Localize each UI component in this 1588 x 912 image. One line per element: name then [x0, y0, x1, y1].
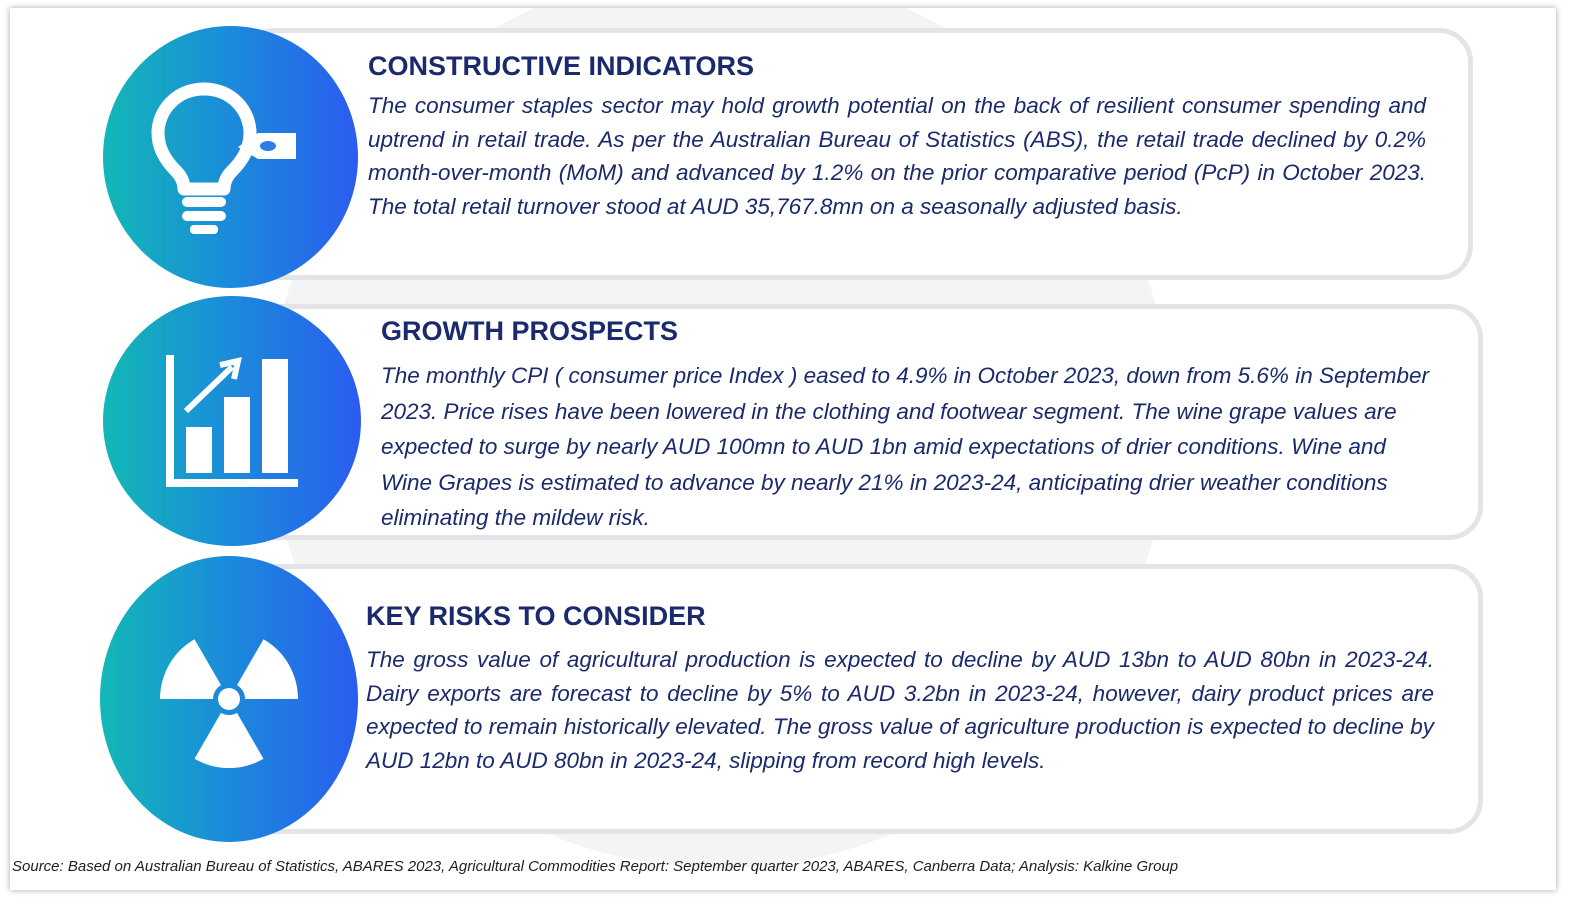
constructive-indicators-text: The consumer staples sector may hold growth potential on the back of resilient consumer spending and uptrend in retail trade. As per the Australian Bureau of Statistics (ABS), the retail trade declined by 0.2% month-over-month (MoM) and advanced by 1.2% on the prior comparative period (PcP) in October 2023. The total retail turnover stood at AUD 35,767.8mn on a seasonally adjusted basis.: [368, 93, 1426, 219]
constructive-indicators-title: CONSTRUCTIVE INDICATORS: [368, 51, 755, 81]
constructive-indicators-badge: [103, 26, 358, 288]
key-risks-text: The gross value of agricultural production is expected to decline by AUD 13bn to AUD 80bn in 2023-24. Dairy exports are forecast to decline by 5% to AUD 3.2bn in 2023-24, however, dairy product prices are expected to remain historically elevated. The gross value of agriculture production is expected to decline by AUD 12bn to AUD 80bn in 2023-24, slipping from record high levels.: [366, 647, 1434, 773]
infographic-frame: [10, 8, 1556, 890]
radiation-hazard-icon: [154, 624, 304, 774]
growth-prospects-text: The monthly CPI ( consumer price Index ) eased to 4.9% in October 2023, down from 5.6% in September 2023. Price rises have been lowered in the clothing and footwear segment. The wine grape values are expected to surge by nearly AUD 100mn to AUD 1bn amid expectations of drier conditions. Wine and Wine Grapes is estimated to advance by nearly 21% in 2023-24, anticipating drier weather conditions eliminating the mildew risk.: [381, 363, 1430, 530]
source-note: Source: Based on Australian Bureau of Statistics, ABARES 2023, Agricultural Commodities Report: September quarter 2023, ABARES, Canberra Data; Analysis: Kalkine Group: [12, 858, 1179, 875]
key-risks-title: KEY RISKS TO CONSIDER: [366, 601, 706, 631]
growth-prospects-badge: [103, 296, 361, 546]
lightbulb-icon: [146, 77, 316, 237]
growth-chart-icon: [162, 351, 302, 491]
growth-prospects-title: GROWTH PROSPECTS: [381, 316, 679, 346]
key-risks-badge: [100, 556, 358, 842]
